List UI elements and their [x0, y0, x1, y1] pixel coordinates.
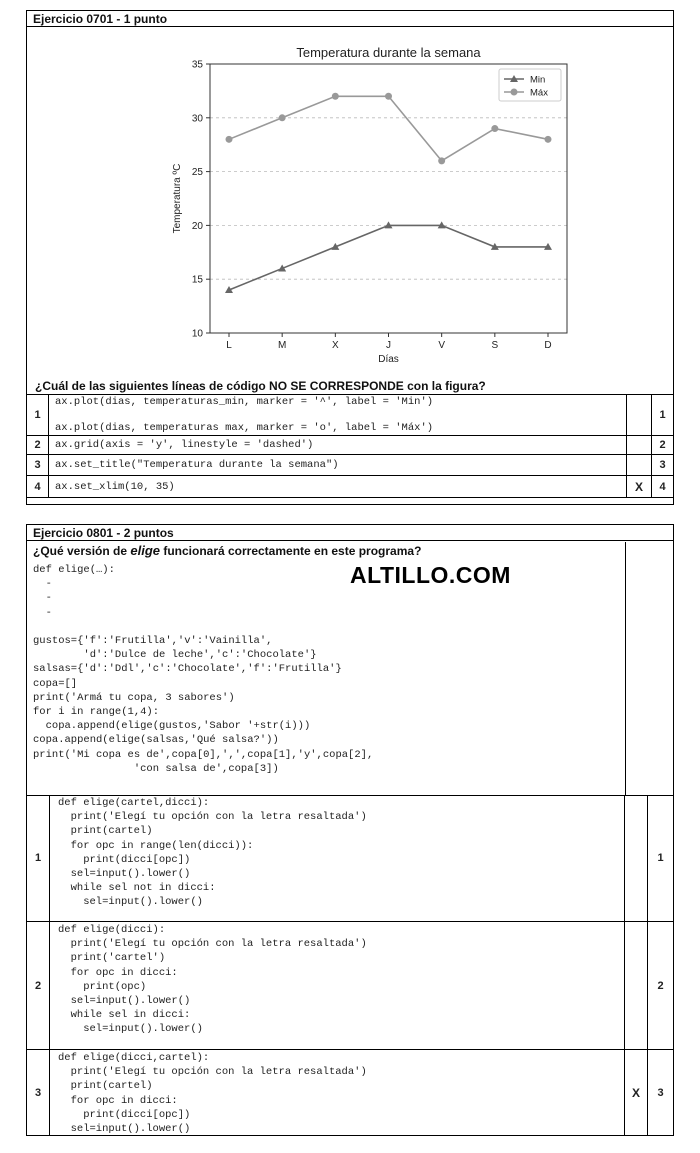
- option-number-right: 1: [652, 395, 674, 436]
- y-tick-label: 35: [191, 59, 203, 71]
- option-number: 1: [27, 395, 49, 436]
- exercise-title: Ejercicio 0701 - 1 punto: [27, 11, 673, 27]
- x-tick-label: X: [331, 340, 339, 351]
- legend-label: Máx: [530, 87, 548, 99]
- data-point: [332, 93, 339, 100]
- option-number-right: 3: [652, 455, 674, 476]
- data-point: [491, 125, 498, 132]
- question-text: ¿Cuál de las siguientes líneas de código NO SE CORRESPONDE con la figura?: [35, 379, 486, 393]
- option-number: 3: [27, 1050, 50, 1136]
- x-tick-label: S: [491, 340, 499, 351]
- data-point: [226, 136, 233, 143]
- option-row-2[interactable]: [27, 436, 674, 455]
- x-tick-label: L: [226, 340, 232, 351]
- x-tick-label: M: [277, 340, 287, 351]
- y-tick-label: 25: [191, 167, 203, 179]
- option-code: [49, 395, 627, 436]
- option-number-right: 2: [652, 436, 674, 455]
- answer-mark: X: [627, 476, 652, 498]
- legend-label: Min: [530, 74, 546, 86]
- exercise-title: Ejercicio 0801 - 2 puntos: [27, 525, 673, 541]
- answer-mark: [627, 395, 652, 436]
- question-pre: ¿Qué versión de: [33, 544, 131, 558]
- option-number: 4: [27, 476, 49, 498]
- plot-frame: [210, 64, 567, 333]
- option-code: def elige(dicci,cartel): print('Elegí tu opción con la letra resaltada') print(cartel) for opc in dicci: print(dicci[opc]) sel=input().lower(): [58, 1052, 367, 1136]
- exercise-0801: [26, 524, 674, 1136]
- y-tick-label: 10: [191, 328, 203, 340]
- temperature-chart: [137, 33, 577, 363]
- data-point: [279, 114, 286, 121]
- option-block-1[interactable]: [27, 795, 673, 922]
- exercise-0701: [26, 10, 674, 505]
- code-line-b: ax.plot(dias, temperaturas max, marker = 'o', label = 'Máx'): [55, 421, 434, 434]
- answer-mark: [624, 922, 647, 1049]
- option-number: 1: [27, 795, 50, 921]
- y-axis-label: Temperatura ºC: [172, 163, 183, 234]
- options-table: [26, 394, 674, 498]
- answer-mark: X: [624, 1050, 647, 1136]
- y-tick-label: 20: [191, 220, 203, 232]
- x-tick-label: J: [386, 340, 391, 351]
- y-tick-label: 15: [191, 274, 203, 286]
- answer-mark: [624, 795, 647, 921]
- option-block-3[interactable]: [27, 1050, 673, 1136]
- legend-marker: [511, 89, 518, 96]
- option-block-2[interactable]: [27, 922, 673, 1050]
- series-line-min: [229, 225, 548, 290]
- question-function: elige: [130, 543, 160, 558]
- data-point: [545, 136, 552, 143]
- answer-mark: [627, 455, 652, 476]
- option-code: def elige(cartel,dicci): print('Elegí tu opción con la letra resaltada') print(cartel) for opc in range(len(dicci)): print(dicci[opc]) sel=input().lower() while sel not in dicci: sel=input().lower(): [58, 797, 367, 909]
- option-code: ax.set_xlim(10, 35): [49, 476, 627, 498]
- option-row-1[interactable]: [27, 395, 674, 436]
- divider: [625, 542, 626, 795]
- watermark: ALTILLO.COM: [350, 562, 511, 588]
- option-code: def elige(dicci): print('Elegí tu opción con la letra resaltada') print('cartel') for opc in dicci: print(opc) sel=input().lower() while sel in dicci: sel=input().lower(): [58, 924, 367, 1036]
- option-row-3[interactable]: [27, 455, 674, 476]
- option-number-right: 3: [647, 1050, 673, 1136]
- chart-title: Temperatura durante la semana: [296, 45, 481, 60]
- answer-mark: [627, 436, 652, 455]
- data-point: [385, 93, 392, 100]
- option-code: ax.set_title("Temperatura durante la semana"): [49, 455, 627, 476]
- option-number: 2: [27, 436, 49, 455]
- program-code: def elige(…): - - - gustos={'f':'Frutilla','v':'Vainilla', 'd':'Dulce de leche','c':'Chocolate'} salsas={'d':'Ddl','c':'Chocolate','f':'Frutilla'} copa=[] print('Armá tu copa, 3 sabores') for i in range(1,4): copa.append(elige(gustos,'Sabor '+str(i))) copa.append(elige(salsas,'Qué salsa?')) print('Mi copa es de',copa[0],',',copa[1],'y',copa[2], 'con salsa de',copa[3]): [33, 564, 374, 775]
- x-tick-label: V: [438, 340, 446, 351]
- option-number-right: 4: [652, 476, 674, 498]
- question-post: funcionará correctamente en este programa?: [159, 544, 422, 558]
- y-tick-label: 30: [191, 113, 203, 125]
- option-code: ax.grid(axis = 'y', linestyle = 'dashed'): [49, 436, 627, 455]
- option-number: 3: [27, 455, 49, 476]
- x-axis-label: Días: [378, 354, 399, 363]
- option-number-right: 1: [647, 795, 673, 921]
- option-number: 2: [27, 922, 50, 1049]
- series-line-max: [229, 96, 548, 161]
- option-number-right: 2: [647, 922, 673, 1049]
- code-line-a: ax.plot(dias, temperaturas_min, marker = '^', label = 'Min'): [55, 395, 434, 408]
- option-row-4[interactable]: [27, 476, 674, 498]
- data-point: [438, 157, 445, 164]
- x-tick-label: D: [544, 340, 552, 351]
- question-text: [33, 543, 421, 558]
